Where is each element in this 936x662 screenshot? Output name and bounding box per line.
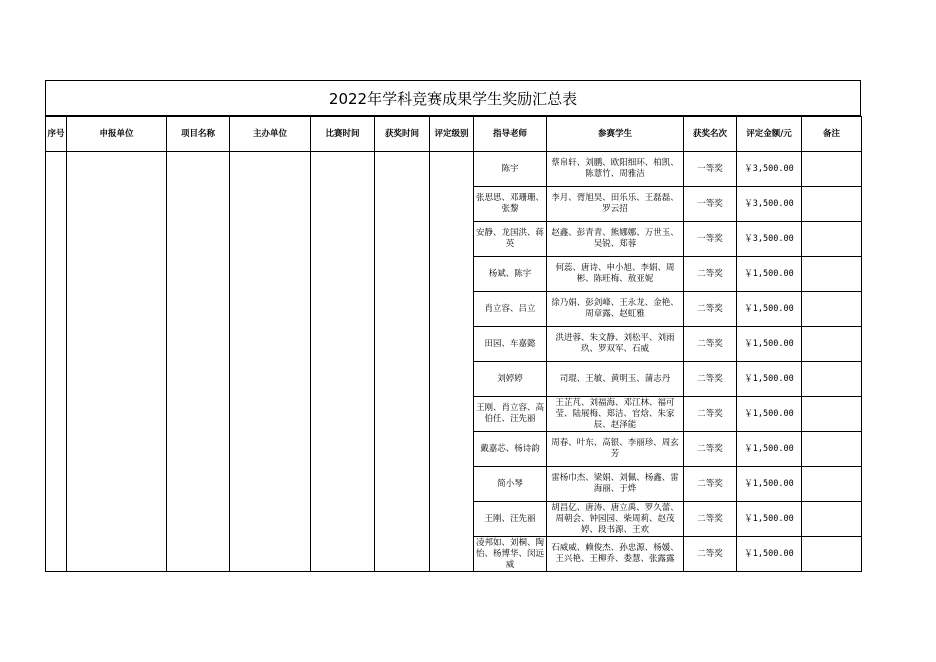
table-row (46, 152, 862, 187)
cell-note (802, 327, 862, 362)
cell-rank: 二等奖 (684, 467, 737, 502)
header-cell-amount: 评定金额/元 (737, 117, 802, 152)
cell-rank: 二等奖 (684, 292, 737, 327)
cell-students: 李月、胥旭昊、田乐乐、王磊磊、罗云招 (547, 187, 684, 222)
header-cell-students: 参赛学生 (547, 117, 684, 152)
cell-rank: 二等奖 (684, 537, 737, 572)
cell-note (802, 222, 862, 257)
cell-students: 赵鑫、彭青青、熊娜娜、万世玉、吴锐、郑蓉 (547, 222, 684, 257)
cell-students: 蔡帛轩、刘鹏、欧阳细环、柏凯、陈薏竹、周雅洁 (547, 152, 684, 187)
cell-students: 司琨、王敏、黄明玉、蒲志丹 (547, 362, 684, 397)
cell-rank: 二等奖 (684, 432, 737, 467)
header-cell-unit: 申报单位 (67, 117, 167, 152)
cell-students: 雷杨巾杰、梁娟、刘佩、杨鑫、雷海丽、于烨 (547, 467, 684, 502)
header-row (46, 117, 862, 152)
cell-rank: 二等奖 (684, 397, 737, 432)
cell-note (802, 187, 862, 222)
cell-teacher: 杨斌、陈宇 (474, 257, 547, 292)
cell-teacher: 田园、车嘉懿 (474, 327, 547, 362)
merged-cell-index (46, 152, 67, 572)
cell-amount: ￥1,500.00 (737, 397, 802, 432)
cell-note (802, 292, 862, 327)
header-cell-level: 评定级别 (430, 117, 474, 152)
header-cell-award-time: 获奖时间 (375, 117, 430, 152)
cell-teacher: 简小琴 (474, 467, 547, 502)
cell-note (802, 257, 862, 292)
merged-cell-contest-time (311, 152, 375, 572)
cell-note (802, 467, 862, 502)
merged-cell-project (167, 152, 230, 572)
merged-cell-level (430, 152, 474, 572)
cell-students: 洪进蓉、朱文静、刘松平、刘雨玖、罗双军、石威 (547, 327, 684, 362)
cell-students: 何蕊、唐诗、申小旭、李娟、周彬、陈旺梅、敖亚妮 (547, 257, 684, 292)
cell-rank: 二等奖 (684, 502, 737, 537)
cell-teacher: 陈宇 (474, 152, 547, 187)
cell-rank: 一等奖 (684, 222, 737, 257)
cell-rank: 一等奖 (684, 187, 737, 222)
cell-amount: ￥1,500.00 (737, 292, 802, 327)
merged-cell-host (230, 152, 311, 572)
spreadsheet (45, 80, 861, 572)
cell-teacher: 王刚、汪先丽 (474, 502, 547, 537)
cell-rank: 二等奖 (684, 362, 737, 397)
header-cell-rank: 获奖名次 (684, 117, 737, 152)
header-cell-teacher: 指导老师 (474, 117, 547, 152)
header-cell-note: 备注 (802, 117, 862, 152)
cell-teacher: 肖立容、吕立 (474, 292, 547, 327)
cell-teacher: 张思思、邓珊珊、张黎 (474, 187, 547, 222)
cell-teacher: 凌邦如、刘桐、陶怡、杨博华、闵远威 (474, 537, 547, 572)
cell-students: 石威威、赖俊杰、孙忠源、杨媛、王兴艳、王柳乔、娄慧、张露露 (547, 537, 684, 572)
cell-teacher: 王刚、肖立容、高伯任、汪先丽 (474, 397, 547, 432)
cell-amount: ￥1,500.00 (737, 362, 802, 397)
cell-teacher: 安静、龙国洪、蒋英 (474, 222, 547, 257)
cell-rank: 二等奖 (684, 327, 737, 362)
cell-students: 王芷芃、刘福海、邓江林、福可莹、陆展梅、郑洁、官焓、朱家辰、赵泽能 (547, 397, 684, 432)
cell-amount: ￥3,500.00 (737, 222, 802, 257)
cell-students: 胡昌亿、唐涛、唐立禹、罗久蕾、周朝会、钟园园、柴周莉、赵茂婷、段书源、王欢 (547, 502, 684, 537)
cell-rank: 一等奖 (684, 152, 737, 187)
award-table (45, 116, 862, 572)
cell-amount: ￥1,500.00 (737, 467, 802, 502)
header-cell-index: 序号 (46, 117, 67, 152)
merged-cell-unit (67, 152, 167, 572)
cell-students: 周春、叶东、高银、李丽珍、周玄芳 (547, 432, 684, 467)
cell-note (802, 362, 862, 397)
cell-amount: ￥1,500.00 (737, 257, 802, 292)
header-cell-contest-time: 比赛时间 (311, 117, 375, 152)
cell-note (802, 152, 862, 187)
cell-amount: ￥1,500.00 (737, 327, 802, 362)
cell-amount: ￥1,500.00 (737, 502, 802, 537)
cell-note (802, 537, 862, 572)
cell-amount: ￥1,500.00 (737, 432, 802, 467)
sheet-title: 2022年学科竞赛成果学生奖励汇总表 (45, 80, 861, 116)
cell-note (802, 502, 862, 537)
cell-amount: ￥3,500.00 (737, 152, 802, 187)
cell-teacher: 刘婷婷 (474, 362, 547, 397)
header-cell-project: 项目名称 (167, 117, 230, 152)
header-cell-host: 主办单位 (230, 117, 311, 152)
cell-teacher: 戴嘉芯、杨诗韵 (474, 432, 547, 467)
merged-cell-award-time (375, 152, 430, 572)
cell-amount: ￥3,500.00 (737, 187, 802, 222)
cell-amount: ￥1,500.00 (737, 537, 802, 572)
cell-note (802, 397, 862, 432)
cell-students: 徐乃娟、彭剑峰、王永龙、金艳、周章露、赵虹雅 (547, 292, 684, 327)
cell-rank: 二等奖 (684, 257, 737, 292)
cell-note (802, 432, 862, 467)
